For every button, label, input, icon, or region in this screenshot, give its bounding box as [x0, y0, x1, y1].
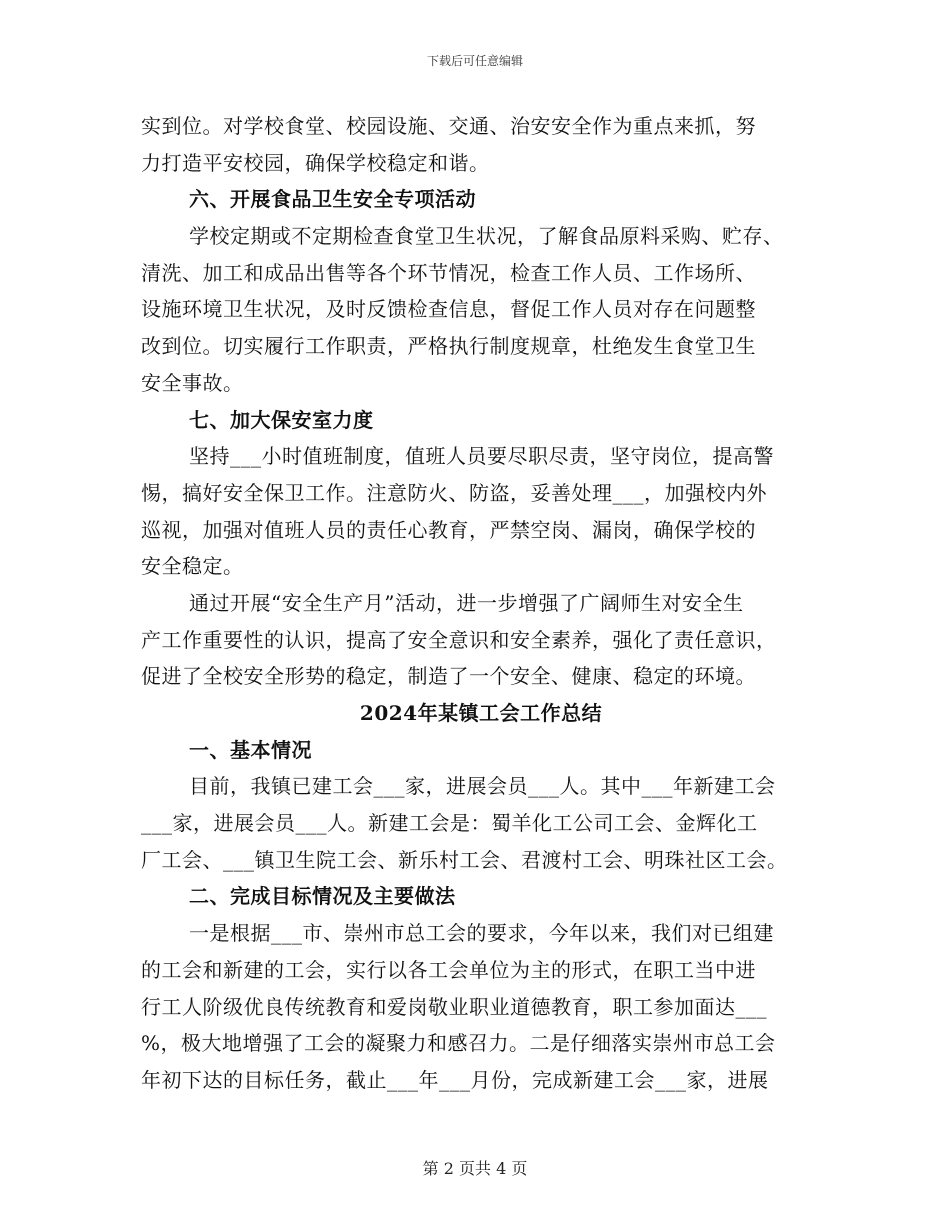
text-line: 通过开展“安全生产月”活动，进一步增强了广阔师生对安全生 — [189, 590, 744, 615]
text-line: 安全事故。 — [141, 370, 244, 395]
section-heading: 二、完成目标情况及主要做法 — [189, 884, 456, 909]
page-footer: 第 2 页共 4 页 — [422, 1159, 528, 1178]
section-heading: 六、开展食品卫生安全专项活动 — [189, 187, 476, 212]
text-line: 厂工会、___镇卫生院工会、新乐村工会、君渡村工会、明珠社区工会。 — [141, 847, 788, 872]
text-line: 年初下达的目标任务，截止___年___月份，完成新建工会___家，进展 — [141, 1067, 769, 1092]
text-line: 力打造平安校园，确保学校稳定和谐。 — [141, 150, 490, 175]
text-line: 实到位。对学校食堂、校园设施、交通、治安安全作为重点来抓，努 — [141, 114, 756, 138]
text-line: 改到位。切实履行工作职责，严格执行制度规章，杜绝发生食堂卫生 — [141, 334, 756, 359]
text-line: 目前，我镇已建工会___家，进展会员___人。其中___年新建工会 — [189, 774, 776, 799]
text-line: 产工作重要性的认识，提高了安全意识和安全素养，强化了责任意识， — [141, 627, 777, 652]
text-line: 安全稳定。 — [141, 554, 244, 579]
text-line: 的工会和新建的工会，实行以各工会单位为主的形式，在职工当中进 — [141, 957, 756, 982]
text-line: 巡视，加强对值班人员的责任心教育，严禁空岗、漏岗，确保学校的 — [141, 517, 756, 542]
text-line: 学校定期或不定期检查食堂卫生状况，了解食品原料采购、贮存、 — [189, 224, 784, 249]
section-heading: 七、加大保安室力度 — [189, 407, 374, 432]
text-line: 惕，搞好安全保卫工作。注意防火、防盗，妥善处理___，加强校内外 — [141, 480, 767, 505]
text-line: 设施环境卫生状况，及时反馈检查信息，督促工作人员对存在问题整 — [141, 297, 756, 322]
text-line: 一是根据___市、崇州市总工会的要求，今年以来，我们对已组建 — [189, 921, 774, 946]
text-line: 清洗、加工和成品出售等各个环节情况，检查工作人员、工作场所、 — [141, 260, 756, 285]
text-line: %，极大地增强了工会的凝聚力和感召力。二是仔细落实崇州市总工会 — [141, 1031, 776, 1056]
document-body — [141, 108, 821, 1099]
text-line: 坚持___小时值班制度，值班人员要尽职尽责，坚守岗位，提高警 — [189, 444, 774, 469]
document-title: 2024年某镇工会工作总结 — [359, 701, 603, 725]
page-header: 下载后可任意编辑 — [426, 54, 523, 68]
text-line: 促进了全校安全形势的稳定，制造了一个安全、健康、稳定的环境。 — [141, 664, 756, 689]
text-line: ___家，进展会员___人。新建工会是：蜀羊化工公司工会、金辉化工 — [141, 811, 758, 836]
text-line: 行工人阶级优良传统教育和爱岗敬业职业道德教育，职工参加面达___ — [141, 994, 767, 1019]
section-heading: 一、基本情况 — [189, 737, 312, 762]
